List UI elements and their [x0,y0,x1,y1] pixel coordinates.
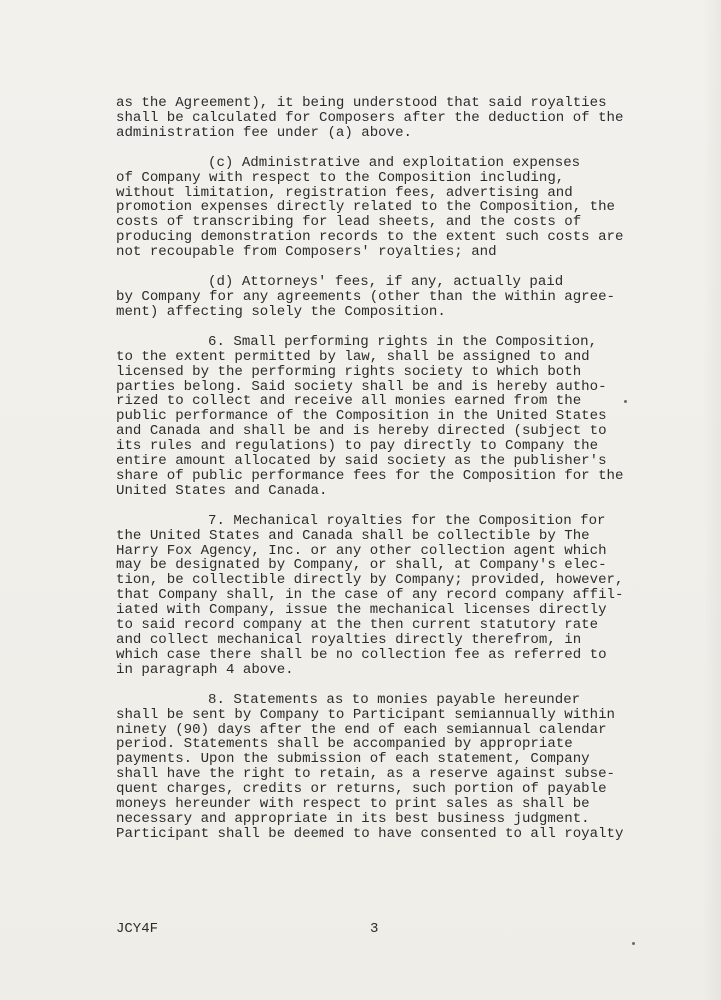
paragraph-8-statements [116,693,628,842]
paragraph-7-text: 7. Mechanical royalties for the Composition for the United States and Canada shall be collectible by The Harry Fox Agency, Inc. or any other collection agent which may be designated by Company, or shall, at Company's elec- tion, be collectible directly by Company; provided, however, that Company shall, in the case of any record company affil- iated with Company, issue the mechanical licenses directly to said record company at the then current statutory rate and collect mechanical royalties directly therefrom, in which case there shall be no collection fee as referred to in paragraph 4 above. [116,512,624,678]
page-edge-shadow [703,0,721,1000]
paragraph-7-mechanical-royalties [116,514,628,678]
paper-speck [624,400,627,403]
paper-speck [632,942,635,945]
paragraph-admin-fee: as the Agreement), it being understood that said royalties shall be calculated for Composers after the deduction of the administration fee under (a) above. [116,95,624,141]
footer-page-number: 3 [370,921,379,937]
footer-document-code: JCY4F [116,921,159,937]
paragraph-c-text: (c) Administrative and exploitation expenses of Company with respect to the Composition including, without limitation, registration fees, advertising and promotion expenses directly related to the Composition, the costs of transcribing for lead sheets, and the costs of producing demonstration records to the extent such costs are not recoupable from Composers' royalties; and [116,154,624,261]
paragraph-d-attorneys-fees [116,275,628,320]
paragraph-c-expenses [116,156,628,260]
paragraph-d-text: (d) Attorneys' fees, if any, actually paid by Company for any agreements (other than the within agree- ment) affecting solely the Composition. [116,274,615,320]
paragraph-6-text: 6. Small performing rights in the Composition, to the extent permitted by law, shall be assigned to and licensed by the performing rights society to which both parties belong. Said society shall be and is hereby autho- rized to collect and receive all monies earned from the public performance of the Composition in the United States and Canada and shall be and is hereby directed (subject to its rules and regulations) to pay directly to Company the entire amount allocated by said society as the publisher's share of public performance fees for the Composition for the United States and Canada. [116,333,624,499]
paragraph-6-performing-rights [116,335,628,499]
paragraph-8-text: 8. Statements as to monies payable hereunder shall be sent by Company to Participant semiannually within ninety (90) days after the end of each semiannual calendar period. Statements shall be accompanied by appropriate payments. Upon the submission of each statement, Company shall have the right to retain, as a reserve against subse- quent charges, credits or returns, such portion of payable moneys hereunder with respect to print sales as shall be necessary and appropriate in its best business judgment. Participant shall be deemed to have consented to all royalty [116,691,624,842]
document-body [116,96,628,857]
